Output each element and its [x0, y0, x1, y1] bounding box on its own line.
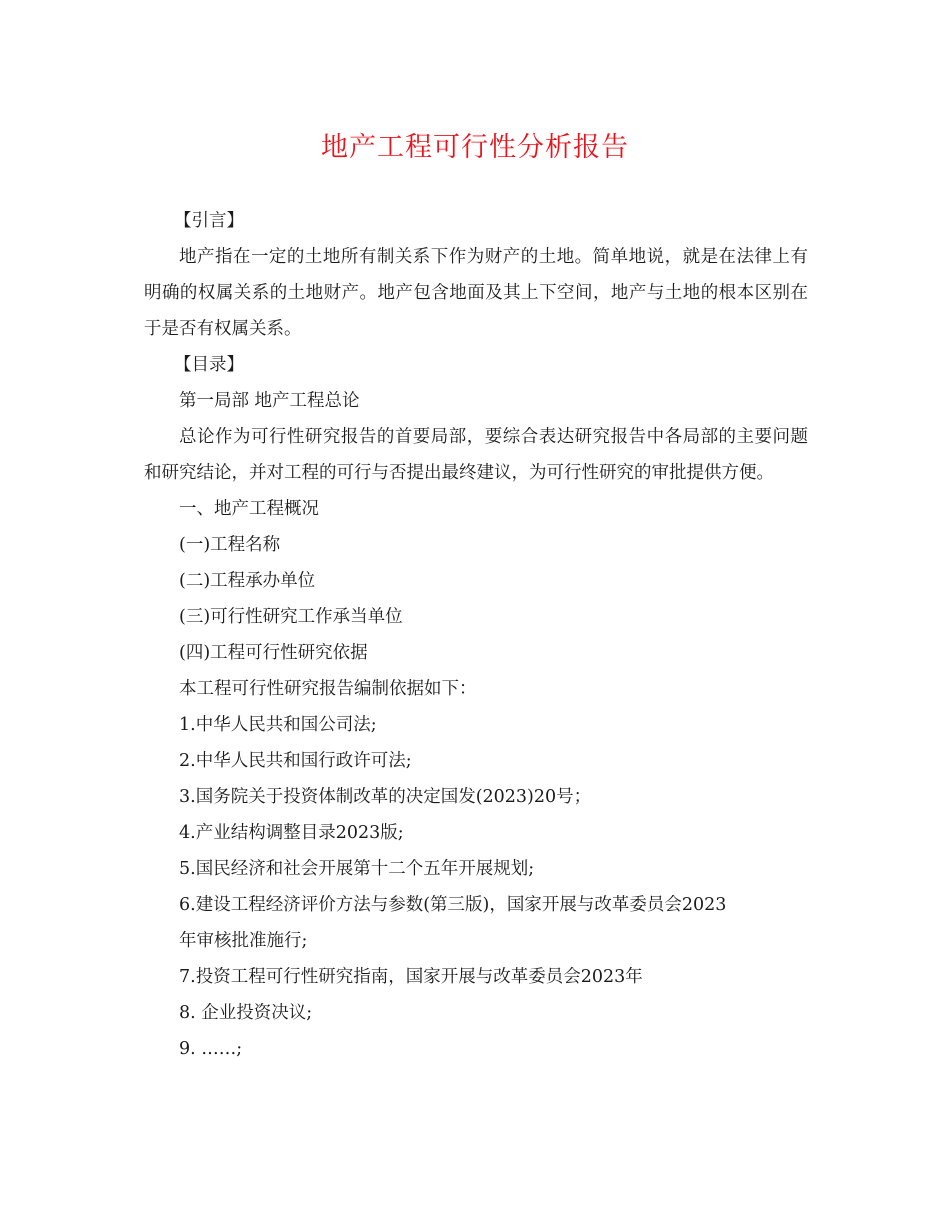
basis-item: 4.产业结构调整目录2023版; — [179, 823, 404, 843]
part1-heading: 第一局部 地产工程总论 — [179, 391, 360, 411]
document-title: 地产工程可行性分析报告 — [321, 132, 629, 163]
basis-item-continuation: 年审核批准施行; — [179, 931, 308, 951]
basis-item: 6.建设工程经济评价方法与参数(第三版)，国家开展与改革委员会2023 — [179, 895, 727, 915]
intro-heading: 【引言】 — [174, 211, 244, 231]
basis-intro: 本工程可行性研究报告编制依据如下： — [179, 679, 477, 699]
basis-item: 3.国务院关于投资体制改革的决定国发(2023)20号； — [179, 787, 592, 807]
subsection-item: (四)工程可行性研究依据 — [179, 643, 368, 663]
subsection-item: (二)工程承办单位 — [179, 571, 316, 591]
basis-item: 7.投资工程可行性研究指南，国家开展与改革委员会2023年 — [179, 967, 643, 987]
document-body — [144, 203, 808, 1067]
intro-paragraph: 地产指在一定的土地所有制关系下作为财产的土地。简单地说，就是在法律上有明确的权属关系的土地财产。地产包含地面及其上下空间，地产与土地的根本区别在于是否有权属关系。 — [144, 247, 808, 339]
subsection-item: (三)可行性研究工作承当单位 — [179, 607, 403, 627]
basis-item: 2.中华人民共和国行政许可法; — [179, 751, 412, 771]
section1-heading: 一、地产工程概况 — [179, 499, 319, 519]
basis-item: 1.中华人民共和国公司法; — [179, 715, 377, 735]
subsection-item: (一)工程名称 — [179, 535, 281, 555]
part1-paragraph: 总论作为可行性研究报告的首要局部，要综合表达研究报告中各局部的主要问题和研究结论，并对工程的可行与否提出最终建议，为可行性研究的审批提供方便。 — [144, 427, 808, 483]
basis-item: 9. ……; — [179, 1039, 243, 1059]
toc-heading: 【目录】 — [174, 355, 244, 375]
basis-item: 8. 企业投资决议; — [179, 1003, 313, 1023]
basis-item: 5.国民经济和社会开展第十二个五年开展规划; — [179, 859, 535, 879]
